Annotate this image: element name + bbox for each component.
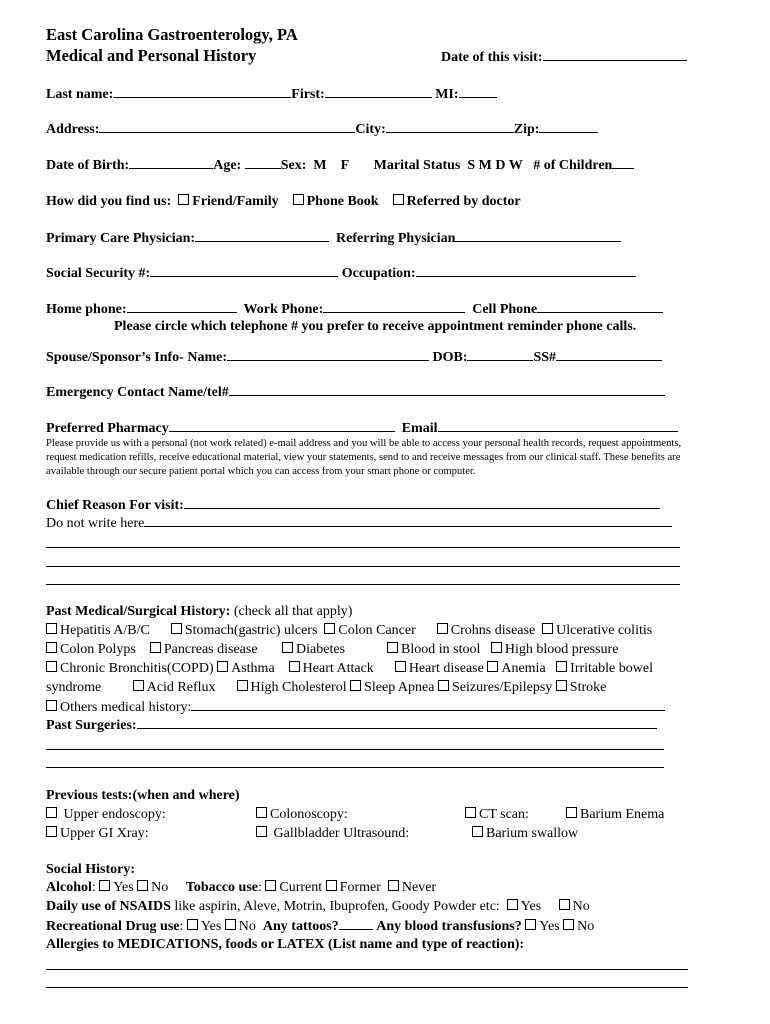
ssn-row [46, 264, 636, 282]
history-row-2 [46, 641, 618, 658]
history-option: Seizures/Epilepsy [451, 680, 553, 695]
chief-reason-row [46, 496, 660, 514]
mi-field[interactable] [459, 85, 497, 98]
city-label: City: [355, 122, 386, 137]
chief-reason-line[interactable] [144, 514, 672, 527]
form-title: Medical and Personal History [46, 46, 257, 65]
surgeries-line[interactable] [46, 749, 664, 750]
ssn-label: Social Security #: [46, 266, 151, 281]
address-label: Address: [46, 122, 100, 137]
last-name-field[interactable] [113, 85, 291, 98]
spouse-ss-label: SS# [533, 350, 557, 365]
test-label: Barium Enema [580, 807, 665, 822]
primary-physician-label: Primary Care Physician: [46, 231, 196, 246]
checkbox-icon[interactable] [217, 661, 228, 672]
checkbox-icon[interactable] [282, 642, 293, 653]
dob-field[interactable] [129, 156, 213, 169]
test-option [566, 806, 664, 823]
history-option: Colon Polyps [60, 642, 136, 657]
checkbox-icon[interactable] [99, 880, 110, 891]
checkbox-icon[interactable] [566, 807, 577, 818]
transfusions-no: No [577, 919, 595, 934]
social-title: Social History: [46, 862, 136, 877]
emergency-row [46, 383, 665, 401]
history-option: Acid Reflux [146, 680, 216, 695]
allergies-label: Allergies to MEDICATIONS, foods or LATEX (List name and type of reaction): [46, 937, 525, 952]
name-row [46, 85, 497, 103]
transfusions-yes: Yes [539, 919, 560, 934]
history-heading [46, 603, 352, 620]
chief-reason-line[interactable] [46, 566, 680, 567]
checkbox-icon[interactable] [46, 826, 57, 837]
tobacco-current: Current [279, 880, 323, 895]
marital-label: Marital Status [373, 158, 461, 173]
referral-label: How did you find us: [46, 194, 172, 209]
history-option: High blood pressure [504, 642, 619, 657]
surgeries-field[interactable] [137, 716, 657, 729]
work-phone-field[interactable] [323, 300, 465, 313]
history-option: Crohns disease [450, 623, 536, 638]
allergies-line[interactable] [46, 987, 688, 988]
ssn-field[interactable] [150, 264, 338, 277]
tobacco-never: Never [401, 880, 437, 895]
email-field[interactable] [438, 419, 678, 432]
checkbox-icon[interactable] [324, 623, 335, 634]
allergies-line[interactable] [46, 969, 688, 970]
spouse-ss-field[interactable] [556, 348, 662, 361]
work-phone-label: Work Phone: [243, 302, 324, 317]
sex-label: Sex: [280, 158, 307, 173]
history-row-1 [46, 622, 652, 639]
pharmacy-row [46, 419, 678, 437]
checkbox-icon[interactable] [46, 700, 57, 711]
other-history-field[interactable] [191, 698, 665, 711]
cell-phone-field[interactable] [537, 300, 663, 313]
history-option: Asthma [231, 661, 275, 676]
chief-reason-field[interactable] [184, 496, 660, 509]
children-label: # of Children [533, 158, 613, 173]
history-option-continued: syndrome [46, 680, 102, 695]
history-option: Sleep Apnea [364, 680, 435, 695]
test-label: Upper endoscopy: [63, 807, 166, 822]
test-option [46, 806, 166, 823]
checkbox-icon[interactable] [46, 623, 57, 634]
phone-preference-note: Please circle which telephone # you prefer to receive appointment reminder phone calls. [114, 319, 637, 334]
drug-yes: Yes [200, 919, 222, 934]
age-label: Age: [213, 158, 242, 173]
test-option [256, 806, 348, 823]
history-option: Chronic Bronchitis(COPD) [60, 661, 214, 676]
history-hint: (check all that apply) [233, 604, 353, 619]
test-option [472, 825, 578, 842]
checkbox-icon[interactable] [437, 623, 448, 634]
referral-phonebook-option: Phone Book [306, 194, 379, 209]
checkbox-icon[interactable] [491, 642, 502, 653]
checkbox-icon[interactable] [256, 807, 267, 818]
tobacco-former: Former [339, 880, 381, 895]
drug-row: Recreational Drug use: Yes No Any tattoos? Any blood transfusions? Yes No [46, 919, 595, 934]
referral-doctor-option: Referred by doctor [406, 194, 521, 209]
history-option: Heart Attack [302, 661, 374, 676]
city-field[interactable] [386, 120, 514, 133]
chief-reason-label: Chief Reason For visit: [46, 498, 184, 513]
history-option: Pancreas disease [163, 642, 258, 657]
checkbox-icon[interactable] [525, 919, 536, 930]
test-option [46, 825, 149, 842]
last-name-label: Last name: [46, 87, 114, 102]
children-field[interactable] [612, 156, 634, 169]
test-label: CT scan: [479, 807, 529, 822]
tattoos-label: Any tattoos? [262, 919, 339, 934]
test-label: Colonoscopy: [270, 807, 348, 822]
visit-date-row [441, 48, 687, 66]
transfusions-label: Any blood transfusions? [376, 919, 522, 934]
dob-label: Date of Birth: [46, 158, 130, 173]
history-option: High Cholesterol [250, 680, 347, 695]
home-phone-label: Home phone: [46, 302, 127, 317]
checkbox-icon[interactable] [289, 661, 300, 672]
drug-no: No [238, 919, 256, 934]
checkbox-icon[interactable] [556, 661, 567, 672]
referring-physician-field[interactable] [455, 229, 621, 242]
tattoos-field[interactable] [339, 917, 373, 930]
test-label: Gallbladder Ultrasound: [273, 826, 410, 841]
history-option: Ulcerative colitis [556, 623, 653, 638]
other-history-label: Others medical history: [60, 700, 192, 715]
cell-phone-label: Cell Phone [472, 302, 538, 317]
tobacco-label: Tobacco use [185, 880, 258, 895]
history-option: Heart disease [408, 661, 484, 676]
checkbox-icon[interactable] [487, 661, 498, 672]
checkbox-icon[interactable] [438, 680, 449, 691]
nsaids-row [46, 898, 590, 915]
checkbox-icon[interactable] [393, 194, 404, 205]
emergency-field[interactable] [229, 383, 665, 396]
checkbox-icon[interactable] [171, 623, 182, 634]
history-option: Colon Cancer [338, 623, 416, 638]
email-label: Email [401, 421, 438, 436]
surgeries-line[interactable] [46, 767, 664, 768]
first-name-label: First: [291, 87, 325, 102]
address-row [46, 120, 598, 138]
checkbox-icon[interactable] [46, 642, 57, 653]
history-title: Past Medical/Surgical History: [46, 604, 231, 619]
checkbox-icon[interactable] [265, 880, 276, 891]
sex-f-option[interactable]: F [340, 158, 350, 173]
checkbox-icon[interactable] [465, 807, 476, 818]
checkbox-icon[interactable] [326, 880, 337, 891]
checkbox-icon[interactable] [472, 826, 483, 837]
referral-row [46, 193, 521, 210]
portal-note: Please provide us with a personal (not work related) e-mail address and you will be able to access your personal health records, request appointments, request medication refills, receive educational material, view your statements, send to and receive messages from our clinical staff. These benefits are available through our secure patient portal which you can access from your smart phone or computer. [46, 438, 682, 477]
alcohol-tobacco-row: Alcohol: Yes No Tobacco use: Current Former Never [46, 880, 437, 895]
checkbox-icon[interactable] [225, 919, 236, 930]
alcohol-no: No [151, 880, 169, 895]
test-label: Barium swallow [486, 826, 579, 841]
checkbox-icon[interactable] [559, 899, 570, 910]
test-option [256, 825, 409, 842]
visit-date-label: Date of this visit: [441, 50, 543, 65]
checkbox-icon[interactable] [395, 661, 406, 672]
alcohol-yes: Yes [113, 880, 134, 895]
home-phone-field[interactable] [127, 300, 237, 313]
checkbox-icon[interactable] [293, 194, 304, 205]
referring-physician-label: Referring Physician [336, 231, 456, 246]
spouse-dob-field[interactable] [467, 348, 533, 361]
surgeries-label: Past Surgeries: [46, 718, 137, 733]
checkbox-icon[interactable] [187, 919, 198, 930]
history-option: Hepatitis A/B/C [60, 623, 150, 638]
checkbox-icon[interactable] [237, 680, 248, 691]
checkbox-icon[interactable] [46, 661, 57, 672]
spouse-dob-label: DOB: [432, 350, 468, 365]
checkbox-icon[interactable] [137, 880, 148, 891]
checkbox-icon[interactable] [388, 880, 399, 891]
drug-label: Recreational Drug use [46, 919, 180, 934]
practice-name: East Carolina Gastroenterology, PA [46, 25, 298, 44]
spouse-row [46, 348, 662, 366]
occupation-field[interactable] [416, 264, 636, 277]
checkbox-icon[interactable] [507, 899, 518, 910]
tests-title: Previous tests:(when and where) [46, 788, 240, 803]
nsaids-label: Daily use of NSAIDS [46, 899, 171, 914]
checkbox-icon[interactable] [150, 642, 161, 653]
sex-m-option[interactable]: M [313, 158, 327, 173]
checkbox-icon[interactable] [46, 807, 57, 818]
history-option: Stroke [569, 680, 607, 695]
phones-row [46, 300, 663, 318]
do-not-write-label: Do not write here [46, 516, 145, 531]
marital-options[interactable]: S M D W [467, 158, 523, 173]
visit-date-field[interactable] [543, 48, 687, 61]
history-option: Anemia [501, 661, 546, 676]
checkbox-icon[interactable] [178, 194, 189, 205]
chief-reason-line[interactable] [46, 584, 680, 585]
mi-label: MI: [435, 87, 459, 102]
checkbox-icon[interactable] [133, 680, 144, 691]
address-field[interactable] [99, 120, 355, 133]
history-row-3 [46, 660, 653, 677]
history-option: Stomach(gastric) ulcers [184, 623, 318, 638]
surgeries-row [46, 716, 657, 734]
emergency-label: Emergency Contact Name/tel# [46, 385, 229, 400]
spouse-name-label: Spouse/Sponsor’s Info- Name: [46, 350, 227, 365]
demographics-row [46, 156, 634, 174]
checkbox-icon[interactable] [556, 680, 567, 691]
nsaids-yes: Yes [520, 899, 542, 914]
do-not-write-row [46, 514, 672, 532]
test-label: Upper GI Xray: [60, 826, 149, 841]
age-field[interactable] [245, 156, 281, 169]
pharmacy-label: Preferred Pharmacy [46, 421, 169, 436]
history-option: Irritable bowel [570, 661, 653, 676]
checkbox-icon[interactable] [542, 623, 553, 634]
pharmacy-field[interactable] [169, 419, 395, 432]
alcohol-label: Alcohol [46, 880, 92, 895]
checkbox-icon[interactable] [350, 680, 361, 691]
occupation-label: Occupation: [341, 266, 416, 281]
zip-label: Zip: [513, 122, 540, 137]
nsaids-text: like aspirin, Aleve, Motrin, Ibuprofen, Goody Powder etc: [174, 899, 500, 914]
nsaids-no: No [572, 899, 590, 914]
spouse-name-field[interactable] [227, 348, 429, 361]
checkbox-icon[interactable] [256, 826, 267, 837]
other-history-row [46, 698, 665, 716]
history-option: Diabetes [296, 642, 346, 657]
zip-field[interactable] [539, 120, 598, 133]
checkbox-icon[interactable] [563, 919, 574, 930]
history-row-4 [46, 679, 606, 696]
checkbox-icon[interactable] [387, 642, 398, 653]
chief-reason-line[interactable] [46, 547, 680, 548]
test-option [465, 806, 529, 823]
physicians-row [46, 229, 621, 247]
primary-physician-field[interactable] [195, 229, 329, 242]
referral-friend-option: Friend/Family [192, 194, 279, 209]
history-option: Blood in stool [401, 642, 481, 657]
first-name-field[interactable] [325, 85, 432, 98]
